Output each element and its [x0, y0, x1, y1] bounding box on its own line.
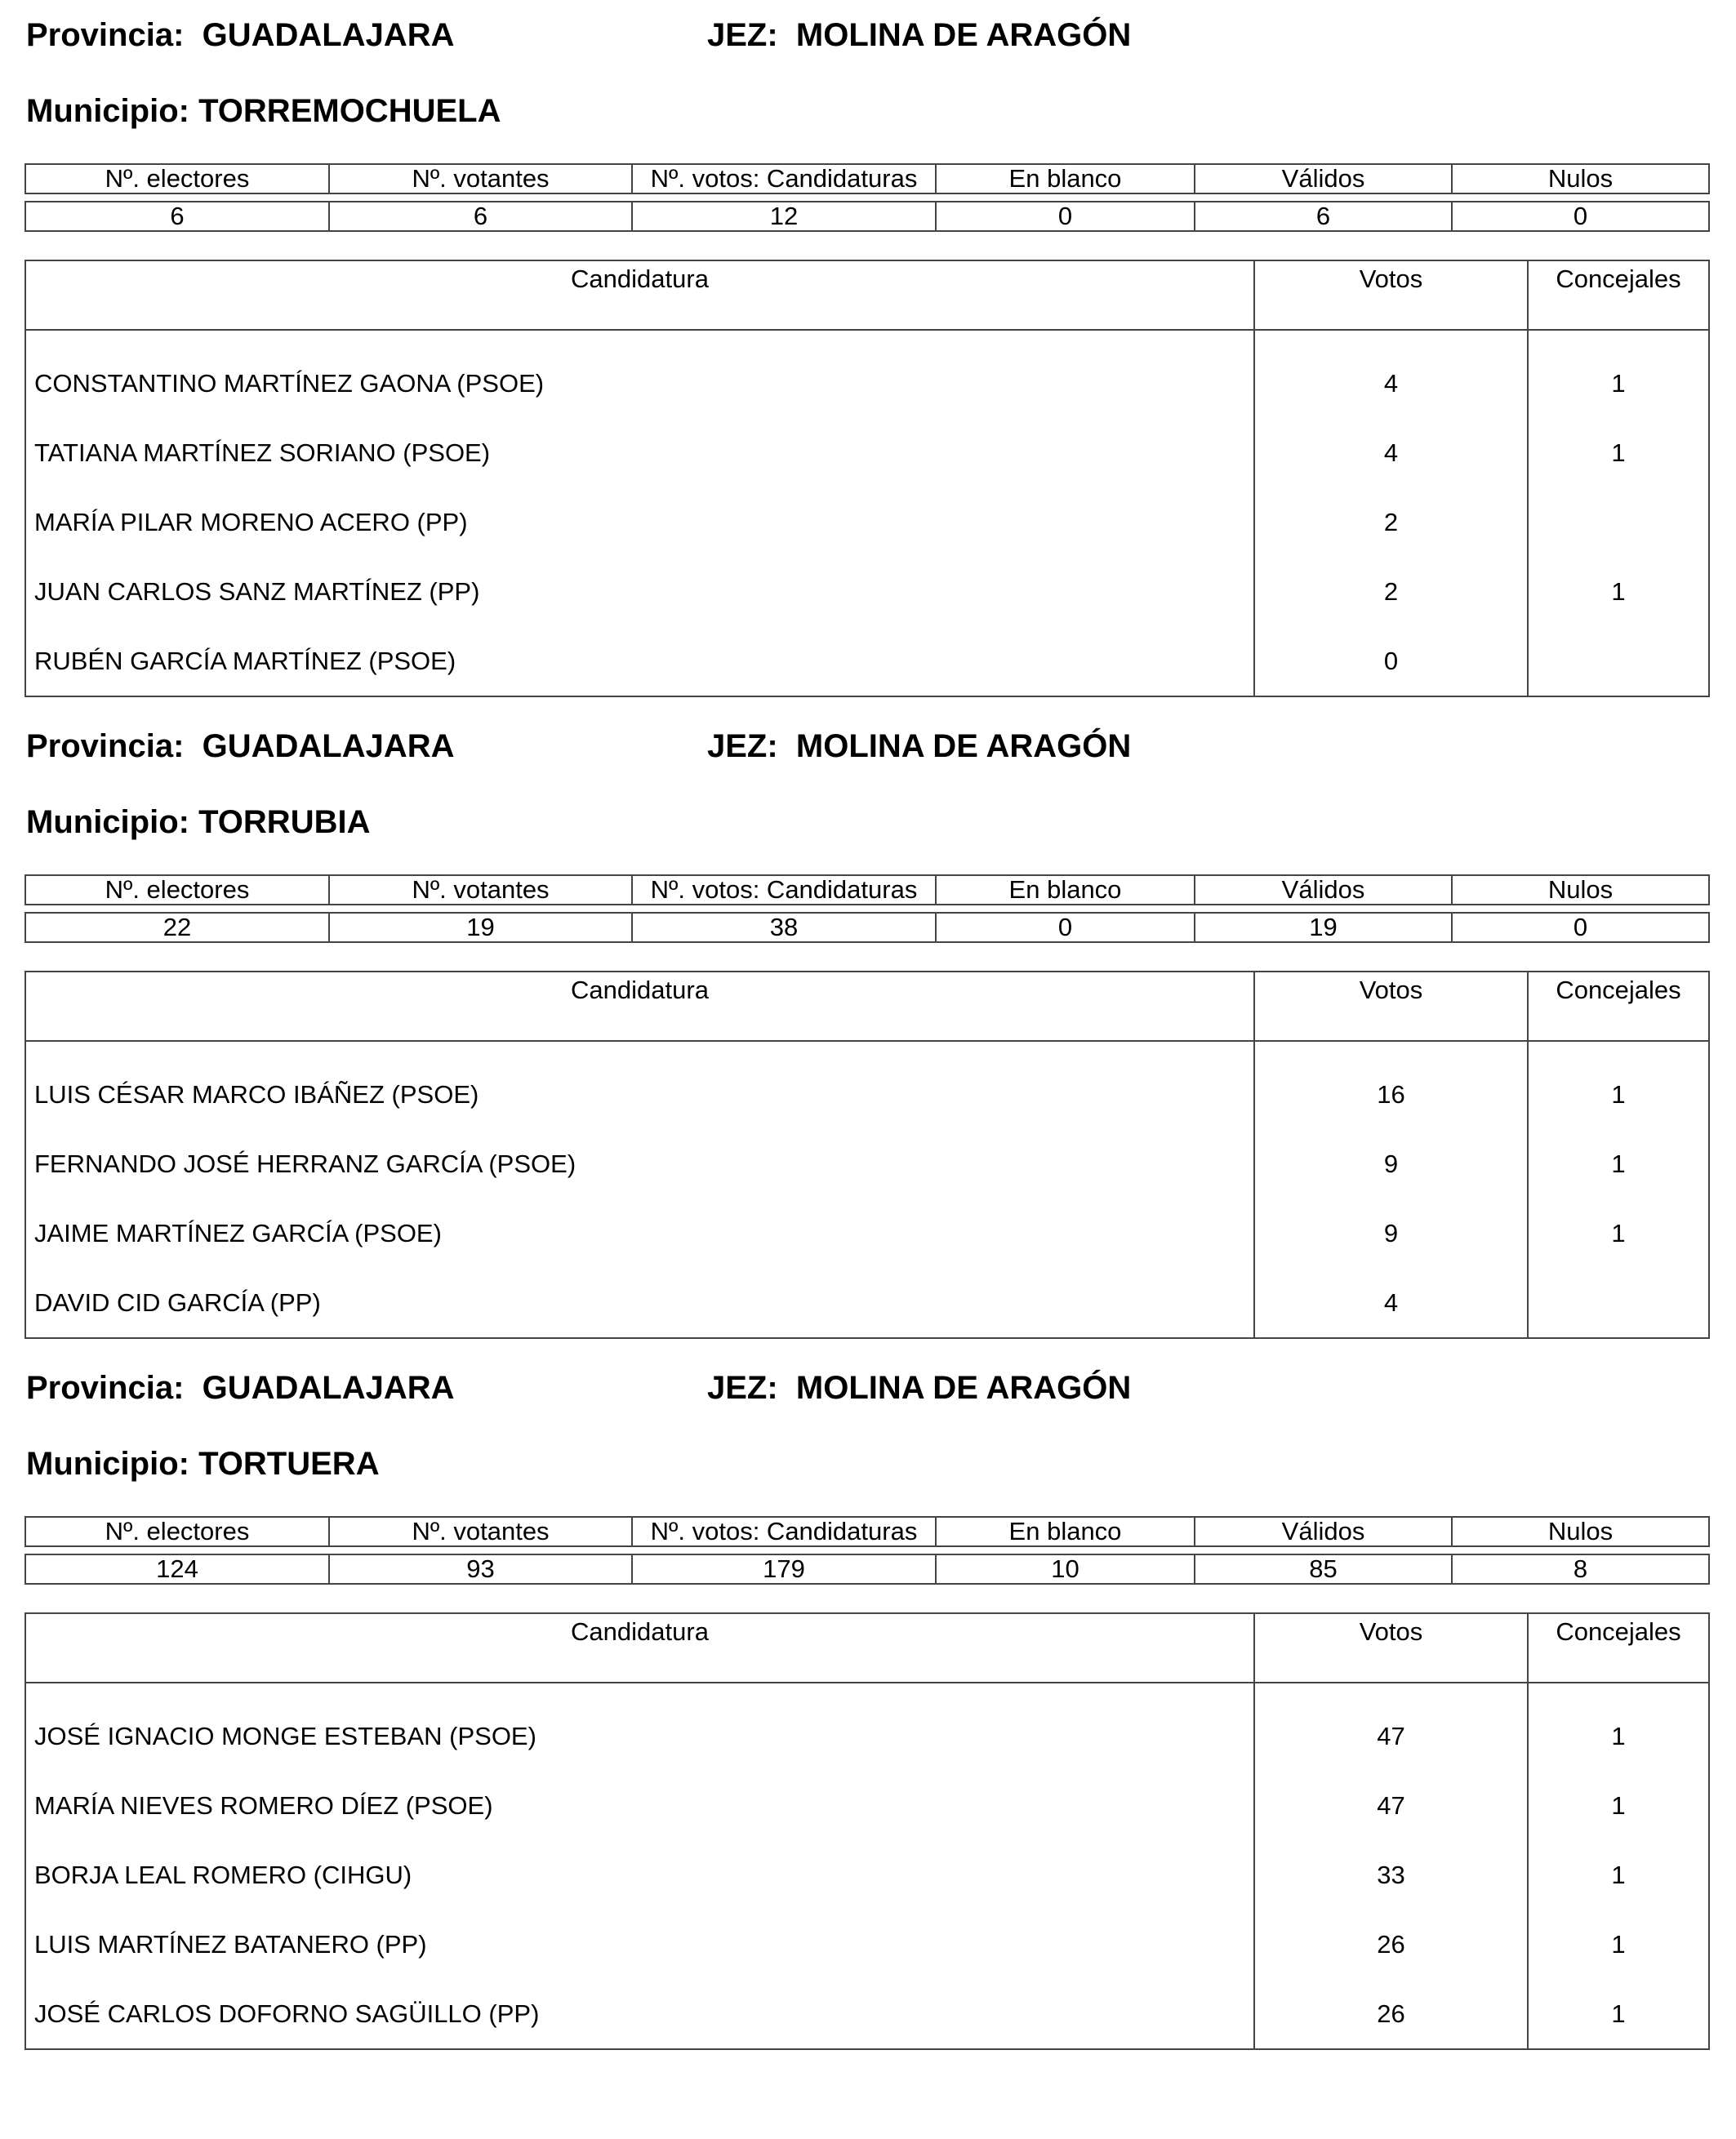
provincia-value: GUADALAJARA	[202, 17, 455, 53]
summary-value-cell: 38	[632, 913, 936, 942]
candidate-row	[25, 1840, 1709, 1910]
jez-label: JEZ:	[707, 728, 778, 764]
candidate-votos: 2	[1254, 557, 1528, 626]
candidates-table	[24, 1612, 1710, 2050]
jez-value: MOLINA DE ARAGÓN	[795, 728, 1132, 764]
provincia-label: Provincia:	[26, 1370, 185, 1406]
candidate-name: MARÍA PILAR MORENO ACERO (PP)	[25, 487, 1254, 557]
municipio-label: Municipio:	[26, 804, 189, 840]
candidate-name: FERNANDO JOSÉ HERRANZ GARCÍA (PSOE)	[25, 1129, 1254, 1198]
candidates-header-row	[25, 1613, 1709, 1683]
candidate-row	[25, 626, 1709, 696]
summary-table	[24, 163, 1710, 232]
municipio-value: TORRUBIA	[198, 804, 371, 840]
candidate-votos: 47	[1254, 1771, 1528, 1840]
candidate-concejales: 1	[1528, 1771, 1709, 1840]
candidates-table	[24, 260, 1710, 697]
summary-header-cell: Nº. votos: Candidaturas	[632, 164, 936, 193]
concejales-header: Concejales	[1528, 260, 1709, 330]
summary-value-cell: 0	[1452, 202, 1709, 231]
candidate-concejales: 1	[1528, 1910, 1709, 1979]
summary-value-cell: 6	[1195, 202, 1452, 231]
candidate-votos: 0	[1254, 626, 1528, 696]
candidate-votos: 26	[1254, 1979, 1528, 2049]
municipio-label: Municipio:	[26, 93, 189, 129]
municipio-value: TORREMOCHUELA	[198, 93, 501, 129]
candidates-header-row	[25, 972, 1709, 1041]
summary-header-cell: Nº. electores	[25, 875, 329, 905]
candidate-concejales: 1	[1528, 557, 1709, 626]
candidate-votos: 4	[1254, 1268, 1528, 1338]
candidate-row	[25, 330, 1709, 418]
candidate-row	[25, 418, 1709, 487]
candidate-name: TATIANA MARTÍNEZ SORIANO (PSOE)	[25, 418, 1254, 487]
candidate-concejales	[1528, 626, 1709, 696]
candidate-name: JOSÉ CARLOS DOFORNO SAGÜILLO (PP)	[25, 1979, 1254, 2049]
summary-header-cell: Nº. votantes	[329, 875, 632, 905]
candidate-votos: 4	[1254, 418, 1528, 487]
summary-value-cell: 10	[936, 1554, 1195, 1584]
summary-value-cell: 22	[25, 913, 329, 942]
summary-value-cell: 85	[1195, 1554, 1452, 1584]
candidate-row	[25, 1041, 1709, 1129]
candidate-name: JAIME MARTÍNEZ GARCÍA (PSOE)	[25, 1198, 1254, 1268]
votos-header: Votos	[1254, 260, 1528, 330]
summary-value-cell: 93	[329, 1554, 632, 1584]
summary-header-row	[25, 164, 1709, 193]
provincia-value: GUADALAJARA	[202, 728, 455, 764]
candidate-name: DAVID CID GARCÍA (PP)	[25, 1268, 1254, 1338]
candidate-votos: 26	[1254, 1910, 1528, 1979]
jez-label: JEZ:	[707, 17, 778, 53]
summary-value-cell: 0	[936, 202, 1195, 231]
candidate-concejales: 1	[1528, 1979, 1709, 2049]
candidate-concejales: 1	[1528, 1683, 1709, 1771]
candidate-name: BORJA LEAL ROMERO (CIHGU)	[25, 1840, 1254, 1910]
candidate-votos: 33	[1254, 1840, 1528, 1910]
candidate-name: JUAN CARLOS SANZ MARTÍNEZ (PP)	[25, 557, 1254, 626]
candidate-row	[25, 557, 1709, 626]
candidates-table	[24, 971, 1710, 1339]
candidatura-header: Candidatura	[25, 1613, 1254, 1683]
candidatura-header: Candidatura	[25, 972, 1254, 1041]
summary-header-cell: Válidos	[1195, 1517, 1452, 1546]
summary-header-cell: Válidos	[1195, 164, 1452, 193]
votos-header: Votos	[1254, 1613, 1528, 1683]
summary-header-cell: Nº. votos: Candidaturas	[632, 875, 936, 905]
candidate-row	[25, 1129, 1709, 1198]
candidate-row	[25, 1683, 1709, 1771]
municipio-line	[26, 92, 501, 130]
provincia-line	[26, 1369, 455, 1407]
candidate-row	[25, 1198, 1709, 1268]
candidate-votos: 2	[1254, 487, 1528, 557]
candidate-row	[25, 487, 1709, 557]
candidate-name: CONSTANTINO MARTÍNEZ GAONA (PSOE)	[25, 330, 1254, 418]
candidate-row	[25, 1910, 1709, 1979]
summary-header-cell: Nº. votantes	[329, 164, 632, 193]
summary-value-cell: 0	[1452, 913, 1709, 942]
summary-value-cell: 124	[25, 1554, 329, 1584]
candidatura-header: Candidatura	[25, 260, 1254, 330]
jez-label: JEZ:	[707, 1370, 778, 1406]
summary-value-cell: 0	[936, 913, 1195, 942]
candidate-concejales: 1	[1528, 1840, 1709, 1910]
provincia-value: GUADALAJARA	[202, 1370, 455, 1406]
candidate-concejales: 1	[1528, 330, 1709, 418]
jez-line	[707, 1369, 1131, 1407]
candidate-name: MARÍA NIEVES ROMERO DÍEZ (PSOE)	[25, 1771, 1254, 1840]
jez-line	[707, 727, 1131, 765]
municipio-line	[26, 1445, 380, 1483]
summary-header-cell: En blanco	[936, 875, 1195, 905]
candidate-concejales: 1	[1528, 1198, 1709, 1268]
jez-line	[707, 16, 1131, 54]
summary-value-cell: 19	[329, 913, 632, 942]
candidate-votos: 4	[1254, 330, 1528, 418]
candidate-row	[25, 1979, 1709, 2049]
municipio-line	[26, 803, 370, 841]
summary-value-cell: 8	[1452, 1554, 1709, 1584]
provincia-line	[26, 727, 455, 765]
jez-value: MOLINA DE ARAGÓN	[795, 17, 1132, 53]
municipio-value: TORTUERA	[198, 1446, 380, 1482]
summary-header-cell: Nulos	[1452, 164, 1709, 193]
summary-value-row	[25, 913, 1709, 942]
candidate-votos: 47	[1254, 1683, 1528, 1771]
candidate-concejales: 1	[1528, 1041, 1709, 1129]
summary-header-cell: Nº. electores	[25, 164, 329, 193]
candidates-header-row	[25, 260, 1709, 330]
summary-header-cell: Nº. votantes	[329, 1517, 632, 1546]
provincia-label: Provincia:	[26, 17, 185, 53]
summary-value-cell: 179	[632, 1554, 936, 1584]
summary-header-cell: Nº. electores	[25, 1517, 329, 1546]
candidate-name: LUIS CÉSAR MARCO IBÁÑEZ (PSOE)	[25, 1041, 1254, 1129]
candidate-concejales: 1	[1528, 418, 1709, 487]
summary-header-cell: En blanco	[936, 1517, 1195, 1546]
summary-value-cell: 6	[329, 202, 632, 231]
candidate-votos: 16	[1254, 1041, 1528, 1129]
summary-header-cell: Nulos	[1452, 1517, 1709, 1546]
summary-header-row	[25, 1517, 1709, 1546]
candidate-concejales	[1528, 1268, 1709, 1338]
summary-header-cell: En blanco	[936, 164, 1195, 193]
candidate-concejales: 1	[1528, 1129, 1709, 1198]
summary-value-cell: 12	[632, 202, 936, 231]
jez-value: MOLINA DE ARAGÓN	[795, 1370, 1132, 1406]
summary-header-cell: Nulos	[1452, 875, 1709, 905]
summary-header-cell: Válidos	[1195, 875, 1452, 905]
candidate-name: RUBÉN GARCÍA MARTÍNEZ (PSOE)	[25, 626, 1254, 696]
candidate-row	[25, 1771, 1709, 1840]
summary-table	[24, 1516, 1710, 1585]
summary-value-cell: 19	[1195, 913, 1452, 942]
summary-header-cell: Nº. votos: Candidaturas	[632, 1517, 936, 1546]
candidate-votos: 9	[1254, 1198, 1528, 1268]
candidate-name: LUIS MARTÍNEZ BATANERO (PP)	[25, 1910, 1254, 1979]
summary-table	[24, 874, 1710, 943]
concejales-header: Concejales	[1528, 972, 1709, 1041]
summary-value-row	[25, 1554, 1709, 1584]
votos-header: Votos	[1254, 972, 1528, 1041]
candidate-votos: 9	[1254, 1129, 1528, 1198]
provincia-label: Provincia:	[26, 728, 185, 764]
summary-value-cell: 6	[25, 202, 329, 231]
candidate-row	[25, 1268, 1709, 1338]
municipio-label: Municipio:	[26, 1446, 189, 1482]
candidate-concejales	[1528, 487, 1709, 557]
summary-value-row	[25, 202, 1709, 231]
provincia-line	[26, 16, 455, 54]
candidate-name: JOSÉ IGNACIO MONGE ESTEBAN (PSOE)	[25, 1683, 1254, 1771]
concejales-header: Concejales	[1528, 1613, 1709, 1683]
summary-header-row	[25, 875, 1709, 905]
